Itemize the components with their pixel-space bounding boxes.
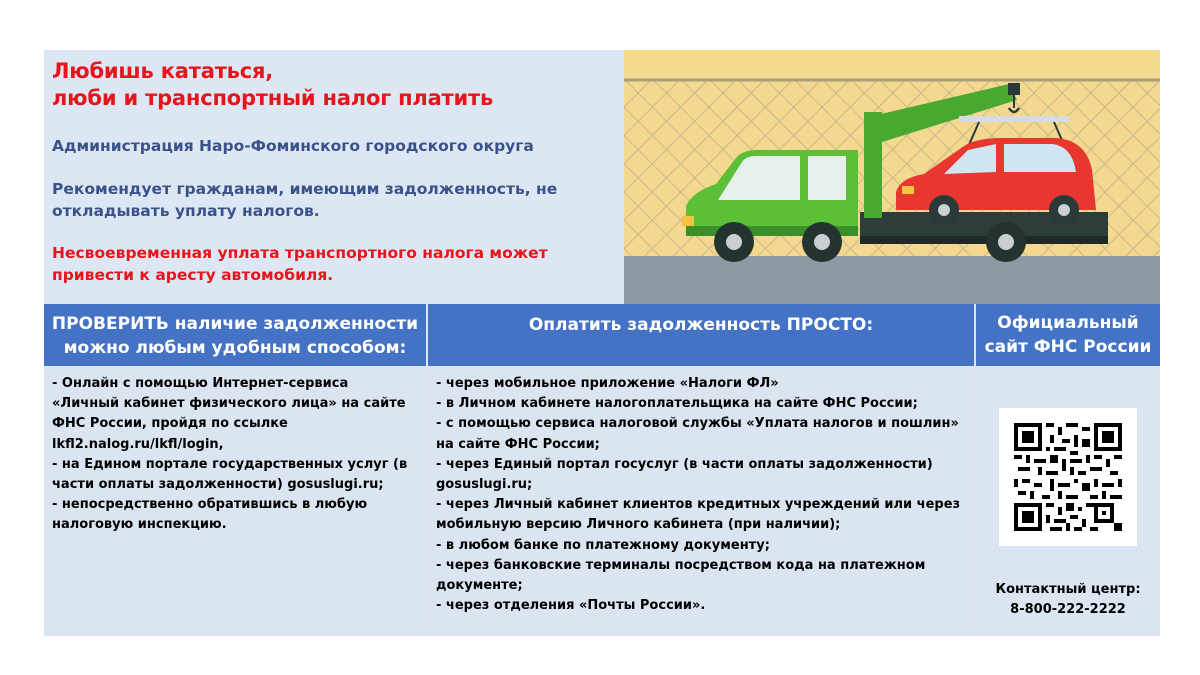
warning-text: Несвоевременная уплата транспортного налога может привести к аресту автомобиля. — [52, 244, 548, 284]
administration-name: Администрация Наро-Фоминского городского округа — [52, 137, 534, 155]
headline-line-2: люби и транспортный налог платить — [52, 86, 494, 110]
contact-center — [976, 580, 1160, 620]
official-site-header: Официальный сайт ФНС России — [976, 304, 1160, 366]
contact-phone[interactable]: 8-800-222-2222 — [1010, 602, 1126, 617]
list-item: - через мобильное приложение «Налоги ФЛ» — [436, 376, 779, 391]
list-item: - через Личный кабинет клиентов кредитных учреждений или через мобильную версию Личного кабинета (при наличии); — [436, 497, 961, 533]
list-item: - через отделения «Почты России». — [436, 598, 706, 614]
qr-code-icon[interactable] — [999, 408, 1137, 546]
check-column-header: ПРОВЕРИТЬ наличие задолженности можно любым удобным способом: — [44, 304, 426, 366]
pay-column-header: Оплатить задолженность ПРОСТО: — [428, 304, 974, 366]
list-item: - через Единый портал госуслуг (в части оплаты задолженности) gosuslugi.ru; — [436, 456, 933, 493]
list-item: - через банковские терминалы посредством кода на платежном документе; — [436, 557, 926, 594]
list-item: - в Личном кабинете налогоплательщика на сайте ФНС России; — [436, 396, 918, 412]
check-column — [44, 368, 426, 636]
list-item: - на Едином портале государственных услуг (в части оплаты задолженности) gosuslugi.ru; — [52, 456, 408, 493]
headline — [52, 58, 493, 112]
list-item: - в любом банке по платежному документу; — [436, 537, 770, 553]
list-item: - с помощью сервиса налоговой службы «Уплата налогов и пошлин» на сайте ФНС России; — [436, 416, 959, 452]
tow-truck-illustration — [624, 50, 1160, 304]
recommendation-text: Рекомендует гражданам, имеющим задолженность, не откладывать уплату налогов. — [52, 180, 558, 220]
list-item: - Онлайн с помощью Интернет-сервиса «Личный кабинет физического лица» на сайте ФНС России, пройдя по ссылке lkfl2.nalog.ru/lkfl/login, — [52, 376, 406, 452]
list-item: - непосредственно обратившись в любую налоговую инспекцию. — [52, 497, 368, 533]
contact-label: Контактный центр: — [995, 582, 1141, 597]
intro-panel — [44, 50, 624, 304]
pay-column — [428, 368, 974, 636]
headline-line-1: Любишь кататься, — [52, 59, 274, 83]
official-column — [976, 368, 1160, 636]
poster — [44, 50, 1160, 636]
